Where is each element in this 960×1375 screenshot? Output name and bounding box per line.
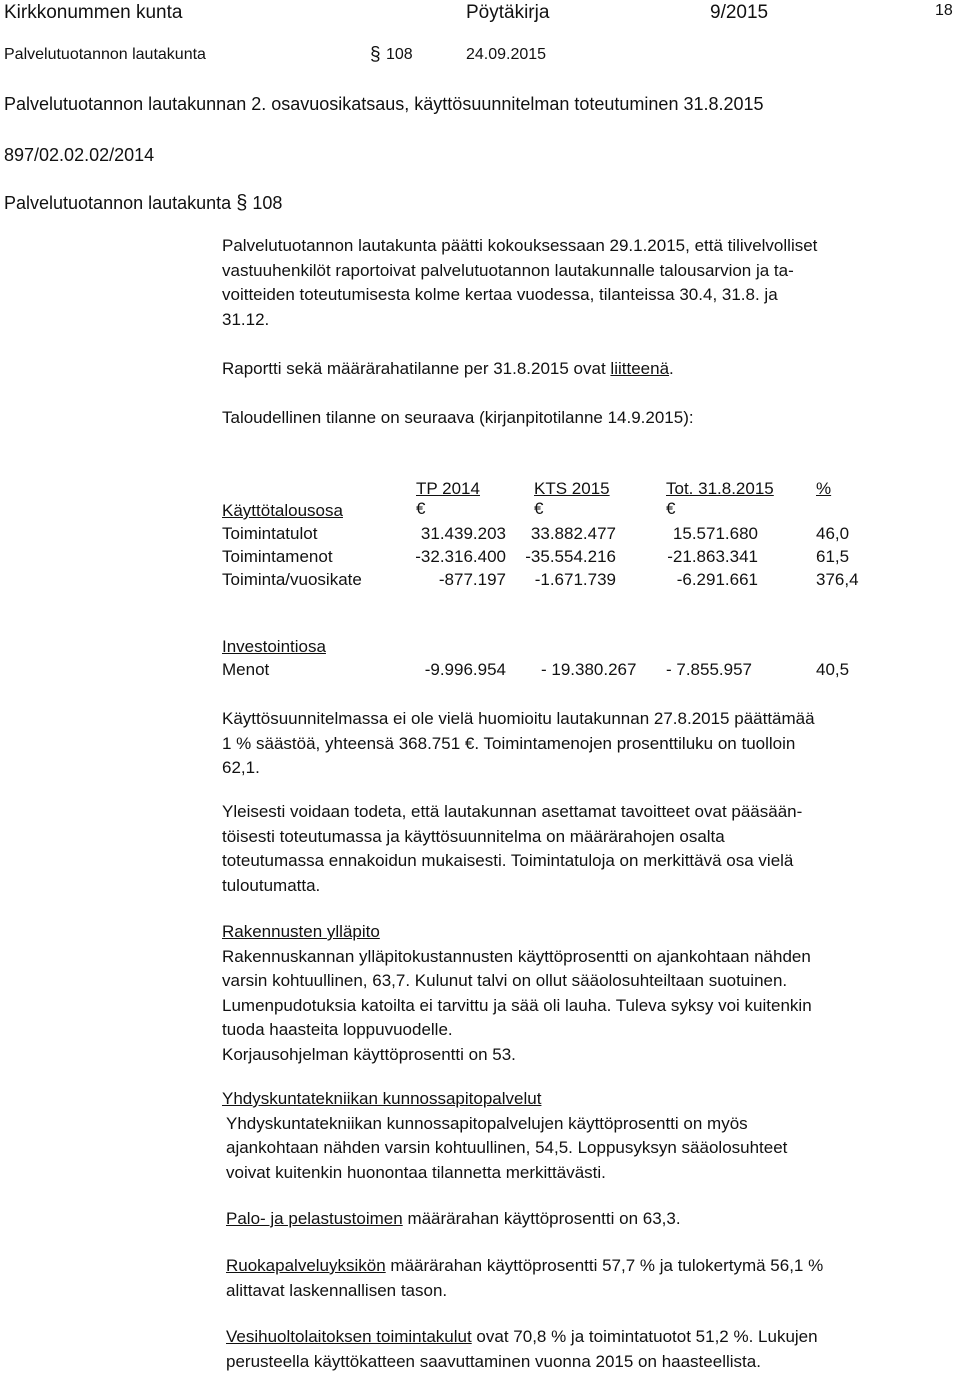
section-symbol-icon: §: [370, 44, 381, 65]
report-line: [222, 357, 674, 382]
header-date: 24.09.2015: [466, 46, 547, 63]
text-line: 31.12.: [222, 309, 270, 329]
text-line: alittavat laskennallisen tason.: [226, 1280, 448, 1300]
text-line: 1 % säästöä, yhteensä 368.751 €. Toimintamenojen prosenttiluku on tuolloin: [222, 733, 796, 753]
water-section: [226, 1325, 818, 1374]
text-line: tuoda haasteita loppuvuodelle.: [222, 1020, 453, 1039]
text-line: Käyttösuunnitelmassa ei ole vielä huomioitu lautakunnan 27.8.2015 päättämää: [222, 709, 815, 728]
attachment-link[interactable]: liitteenä: [610, 359, 670, 378]
row-label: Toimintamenot: [222, 547, 333, 566]
header-section: 108: [386, 46, 413, 63]
kitchen-section: [226, 1254, 823, 1303]
buildings-heading: Rakennusten ylläpito: [222, 922, 380, 941]
cell-percent: 40,5: [816, 660, 850, 679]
cell-kts2015: -35.554.216: [525, 547, 616, 566]
cell-tp2014: -9.996.954: [424, 660, 506, 679]
section-symbol-icon: §: [236, 192, 248, 214]
text-line: voivat kuitenkin huonontaa tilannetta merkittävästi.: [226, 1162, 606, 1182]
text-line: Lumenpudotuksia katoilta ei tarvittu ja sää oli lauha. Tuleva syksy voi kuitenkin: [222, 995, 812, 1015]
section-line: [4, 192, 282, 215]
section-line-number: 108: [252, 193, 283, 213]
investment-label: Investointiosa: [222, 637, 326, 656]
text-line: vastuuhenkilöt raportoivat palvelutuotannon lautakunnalle talousarvion ja ta-: [222, 260, 794, 280]
cell-kts2015: 33.882.477: [530, 524, 616, 543]
euro-icon: €: [534, 499, 544, 518]
record-id: 897/02.02.02/2014: [4, 145, 155, 165]
text-line: töisesti toteutumassa ja käyttösuunnitelma on määrärahojen osalta: [222, 826, 725, 846]
page-title: Palvelutuotannon lautakunnan 2. osavuosikatsaus, käyttösuunnitelman toteutuminen 31.8.2015: [4, 94, 764, 114]
text-line: ajankohtaan nähden varsin kohtuullinen, 54,5. Loppusyksyn sääolosuhteet: [226, 1138, 788, 1157]
cell-tot: -6.291.661: [676, 570, 758, 589]
cell-percent: 46,0: [816, 524, 850, 543]
text-line: Rakennuskannan ylläpitokustannusten käyttöprosentti on ajankohtaan nähden: [222, 946, 811, 966]
col-header-tot: Tot. 31.8.2015: [666, 479, 774, 498]
col-header-kts2015: KTS 2015: [534, 479, 610, 498]
text-line: Korjausohjelman käyttöprosentti on 53.: [222, 1044, 516, 1064]
text-line: Yhdyskuntatekniikan kunnossapitopalvelujen käyttöprosentti on myös: [226, 1113, 748, 1133]
text-line: tuloutumatta.: [222, 875, 321, 895]
euro-icon: €: [666, 499, 676, 518]
text-line: toteutumassa ennakoidun mukaisesti. Toimintatuloja on merkittävä osa vielä: [222, 851, 794, 870]
cell-kts2015: - 19.380.267: [541, 660, 637, 679]
cell-tot: - 7.855.957: [666, 660, 753, 679]
col-header-tp2014: TP 2014: [416, 479, 480, 498]
intro-paragraph: [222, 234, 817, 332]
cell-percent: 376,4: [816, 570, 859, 589]
rescue-text: määrärahan käyttöprosentti on 63,3.: [402, 1209, 681, 1228]
kitchen-heading: Ruokapalveluyksikön: [226, 1256, 386, 1275]
cell-percent: 61,5: [816, 547, 850, 566]
water-text: ovat 70,8 % ja toimintatuotot 51,2 %. Lukujen: [471, 1327, 818, 1346]
general-paragraph: [222, 800, 802, 898]
rescue-heading: Palo- ja pelastustoimen: [226, 1209, 403, 1228]
header-board: Palvelutuotannon lautakunta: [4, 46, 206, 63]
cell-tp2014: 31.439.203: [420, 524, 506, 543]
financial-situation: Taloudellinen tilanne on seuraava (kirjanpitotilanne 14.9.2015):: [222, 408, 694, 427]
operating-section-label: Käyttötalousosa: [222, 501, 343, 520]
kitchen-text: määrärahan käyttöprosentti 57,7 % ja tulokertymä 56,1 %: [385, 1256, 824, 1275]
section-line-board: Palvelutuotannon lautakunta: [4, 193, 232, 213]
cell-kts2015: -1.671.739: [534, 570, 616, 589]
report-text: Raportti sekä määrärahatilanne per 31.8.2015 ovat: [222, 359, 611, 378]
cell-tot: 15.571.680: [672, 524, 758, 543]
document-number: 9/2015: [710, 2, 769, 23]
cell-tot: -21.863.341: [667, 547, 758, 566]
cell-tp2014: -32.316.400: [415, 547, 506, 566]
buildings-section: [222, 920, 812, 1067]
text-line: Palvelutuotannon lautakunta päätti kokouksessaan 29.1.2015, että tilivelvolliset: [222, 236, 818, 255]
text-line: Yleisesti voidaan todeta, että lautakunnan asettamat tavoitteet ovat pääsään-: [222, 802, 803, 821]
page-number: 18: [935, 2, 953, 19]
infra-section: [222, 1087, 787, 1185]
row-label: Toiminta/vuosikate: [222, 570, 362, 589]
cell-tp2014: -877.197: [438, 570, 506, 589]
municipality-name: Kirkkonummen kunta: [4, 2, 183, 23]
euro-icon: €: [416, 499, 426, 518]
text-line: perusteella käyttökatteen saavuttaminen vuonna 2015 on haasteellista.: [226, 1351, 761, 1371]
row-label: Menot: [222, 660, 270, 679]
text-line: varsin kohtuullinen, 63,7. Kulunut talvi on ollut sääolosuhteiltaan suotuinen.: [222, 971, 788, 990]
document-type: Pöytäkirja: [466, 2, 550, 23]
text-line: voitteiden toteutumisesta kolme kertaa vuodessa, tilanteissa 30.4, 31.8. ja: [222, 285, 778, 304]
infra-heading: Yhdyskuntatekniikan kunnossapitopalvelut: [222, 1089, 542, 1108]
col-header-percent: %: [816, 479, 832, 498]
savings-paragraph: [222, 707, 815, 781]
text-line: 62,1.: [222, 758, 260, 777]
row-label: Toimintatulot: [222, 524, 318, 543]
water-heading: Vesihuoltolaitoksen toimintakulut: [226, 1327, 472, 1346]
report-end: .: [669, 359, 674, 378]
rescue-line: [226, 1207, 681, 1232]
